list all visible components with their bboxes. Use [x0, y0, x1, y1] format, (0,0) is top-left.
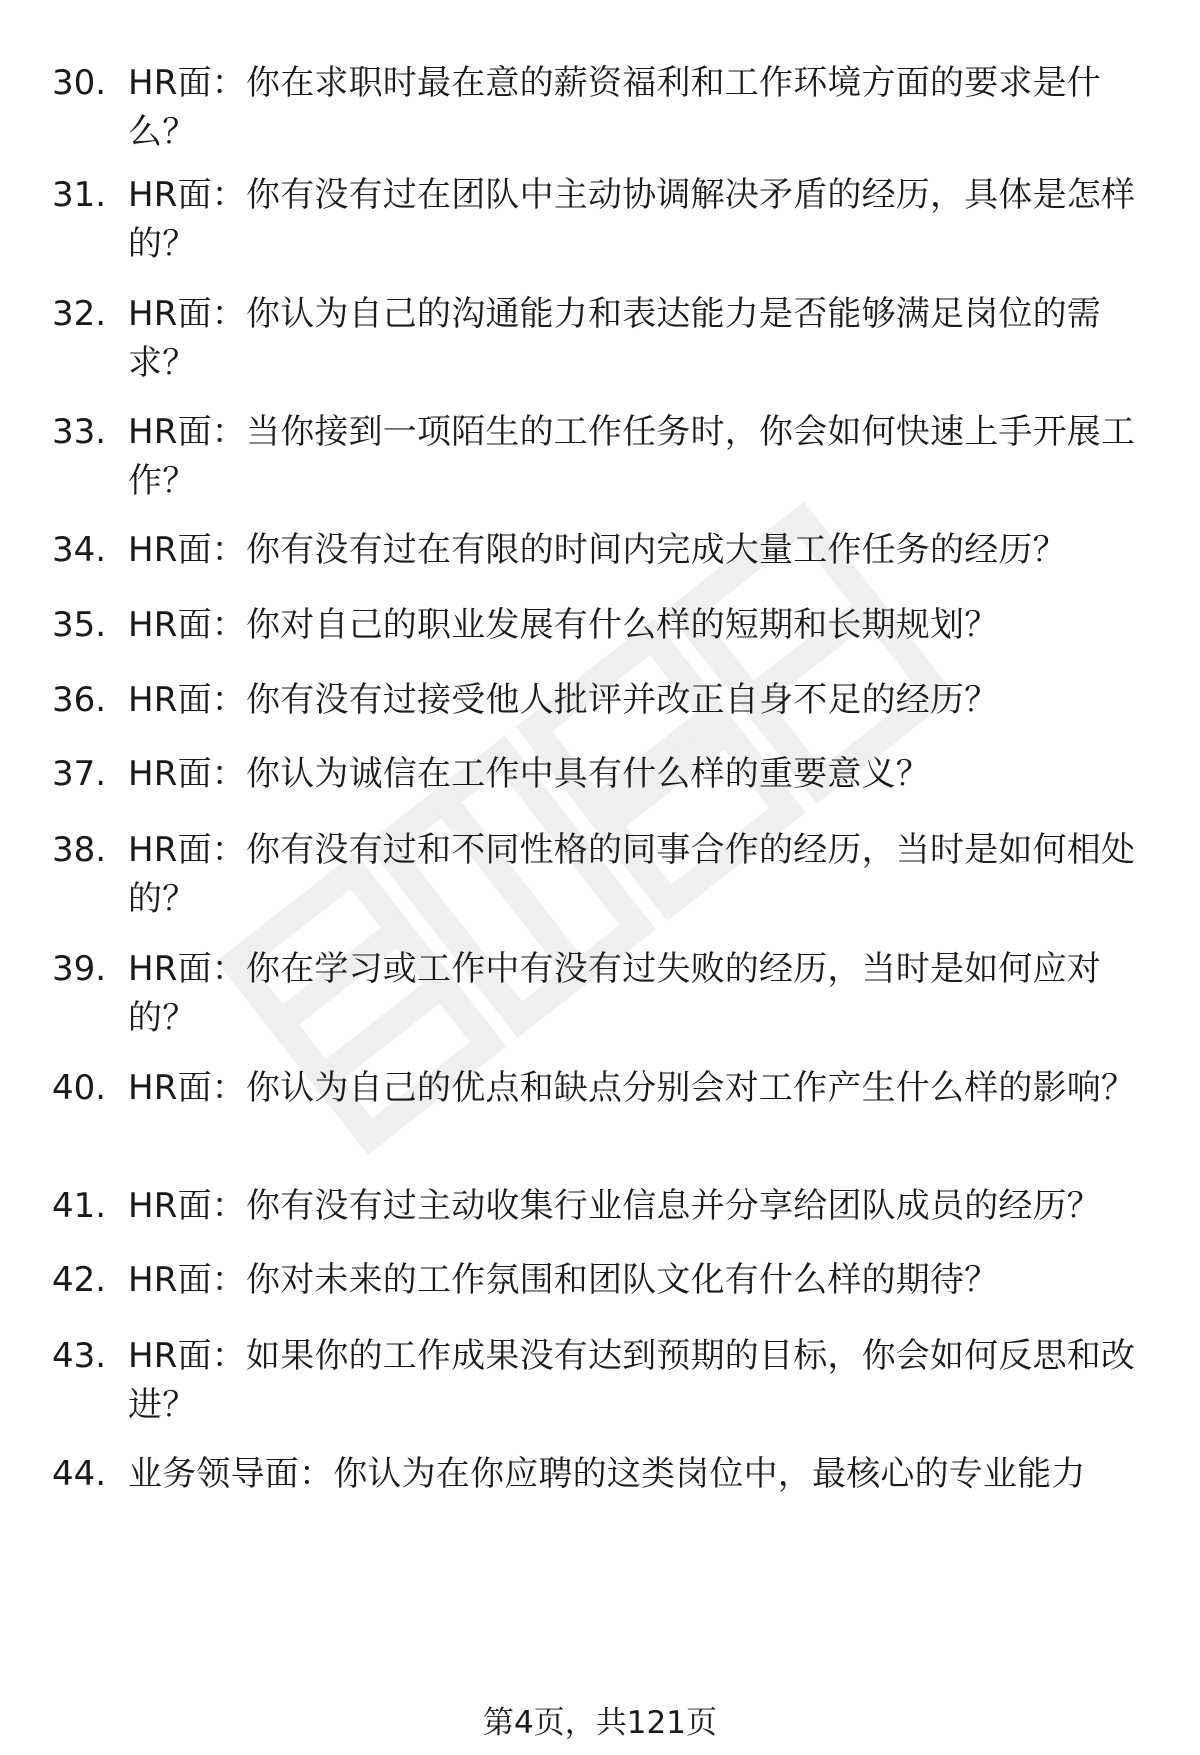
question-text: HR面：你有没有过在有限的时间内完成大量工作任务的经历？	[128, 530, 1067, 570]
question-text: HR面：如果你的工作成果没有达到预期的目标，你会如何反思和改进？	[128, 1336, 1136, 1425]
question-number: 37.	[52, 754, 107, 794]
question-text: HR面：你认为自己的沟通能力和表达能力是否能够满足岗位的需求？	[128, 294, 1101, 383]
question-number: 31.	[52, 175, 107, 215]
question-text: HR面：当你接到一项陌生的工作任务时，你会如何快速上手开展工作？	[128, 412, 1136, 501]
question-number: 34.	[52, 530, 107, 570]
question-number: 38.	[52, 830, 107, 870]
question-text: HR面：你对未来的工作氛围和团队文化有什么样的期待？	[128, 1260, 999, 1300]
question-text: HR面：你在求职时最在意的薪资福利和工作环境方面的要求是什么？	[128, 63, 1101, 152]
question-number: 44.	[52, 1454, 107, 1494]
question-number: 43.	[52, 1336, 107, 1376]
question-number: 33.	[52, 412, 107, 452]
page-number: 第4页，共121页	[483, 1705, 717, 1741]
question-text: HR面：你有没有过和不同性格的同事合作的经历，当时是如何相处的？	[128, 830, 1136, 919]
question-number: 41.	[52, 1186, 107, 1226]
question-text: HR面：你在学习或工作中有没有过失败的经历，当时是如何应对的？	[128, 949, 1101, 1038]
question-number: 32.	[52, 294, 107, 334]
question-text: HR面：你有没有过接受他人批评并改正自身不足的经历？	[128, 680, 999, 720]
question-text: 业务领导面：你认为在你应聘的这类岗位中，最核心的专业能力	[128, 1454, 1086, 1494]
question-text: HR面：你有没有过主动收集行业信息并分享给团队成员的经历？	[128, 1186, 1101, 1226]
question-number: 42.	[52, 1260, 107, 1300]
question-number: 30.	[52, 63, 107, 103]
question-text: HR面：你认为自己的优点和缺点分别会对工作产生什么样的影响？	[128, 1068, 1136, 1108]
question-text: HR面：你认为诚信在工作中具有什么样的重要意义？	[128, 754, 930, 794]
question-number: 35.	[52, 605, 107, 645]
question-text: HR面：你对自己的职业发展有什么样的短期和长期规划？	[128, 605, 999, 645]
question-number: 36.	[52, 680, 107, 720]
question-text: HR面：你有没有过在团队中主动协调解决矛盾的经历，具体是怎样的？	[128, 175, 1136, 264]
question-number: 39.	[52, 949, 107, 989]
question-number: 40.	[52, 1068, 107, 1108]
